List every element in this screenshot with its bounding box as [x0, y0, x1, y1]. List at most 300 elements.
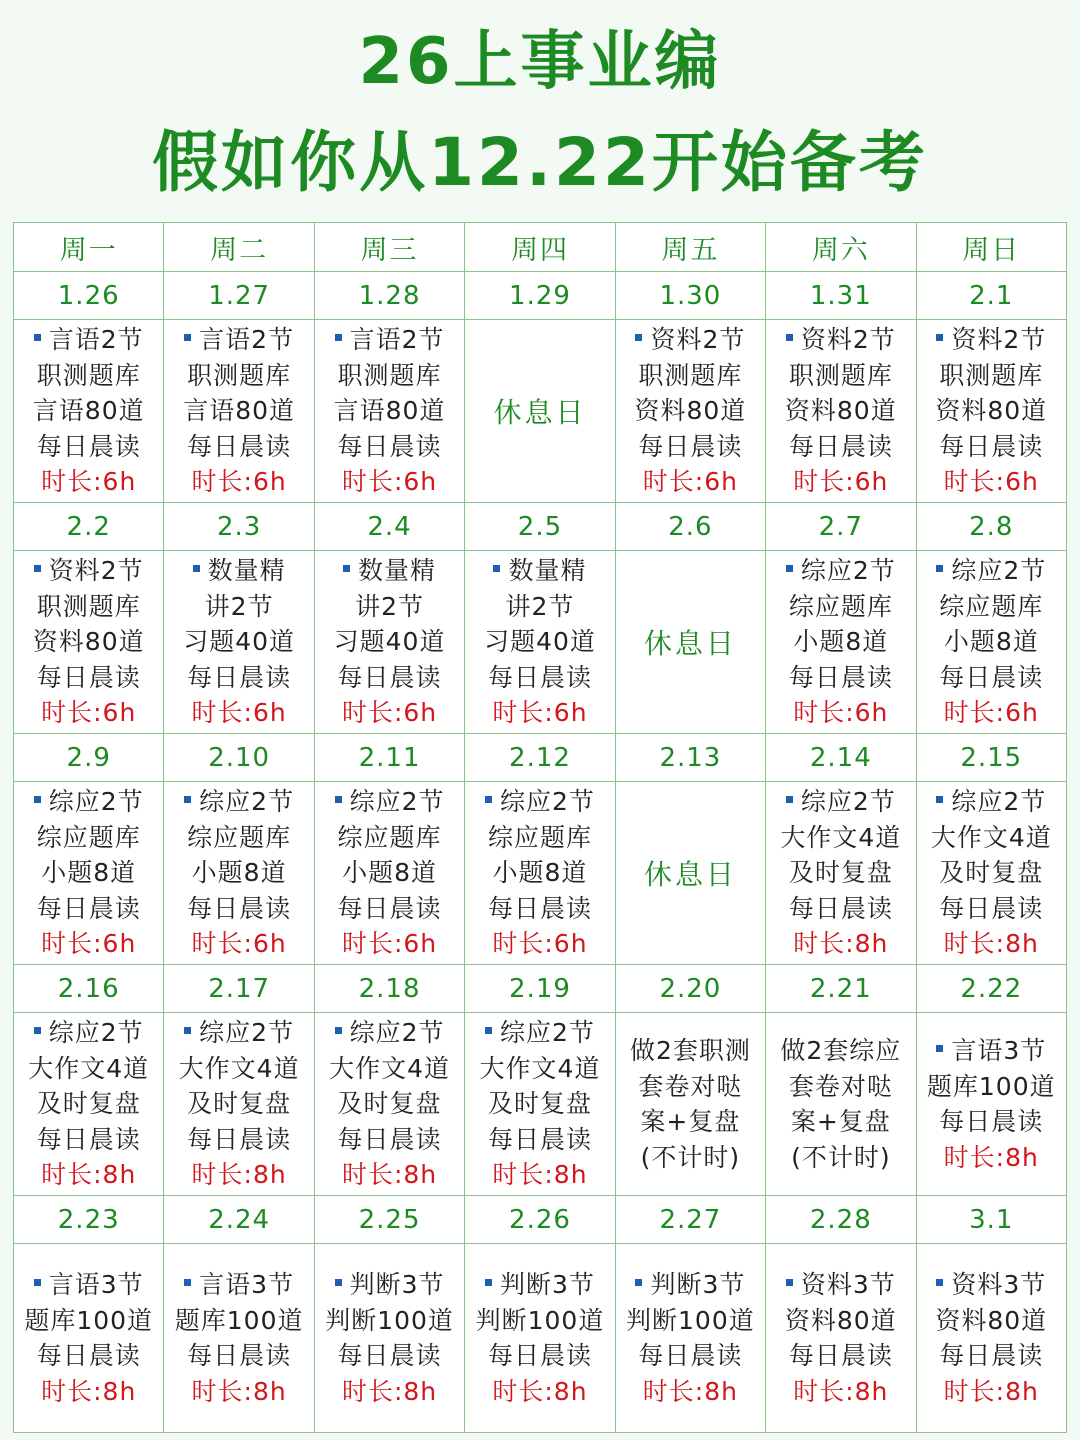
task-title-text: 综应2节 — [800, 787, 896, 817]
task-title — [14, 1267, 163, 1303]
duration-label: 时长:8h — [943, 929, 1039, 959]
task-title-text: 言语3节 — [199, 1270, 295, 1299]
task-title-text: 言语3节 — [951, 1036, 1047, 1065]
task-line: 职测题库 — [337, 360, 442, 390]
bullet-icon — [184, 1027, 191, 1034]
task-title — [917, 322, 1066, 358]
task-title-text: 判断3节 — [650, 1270, 746, 1299]
task-line: 讲2节 — [355, 591, 424, 621]
task-title — [14, 1015, 163, 1051]
task-line: 资料80道 — [784, 1305, 897, 1335]
date-cell: 2.14 — [766, 734, 916, 782]
date-cell: 2.26 — [465, 1196, 615, 1244]
task-title-text: 综应2节 — [951, 787, 1047, 817]
task-title-text: 综应2节 — [48, 1018, 144, 1048]
day-plan-cell — [615, 1013, 765, 1196]
task-line: 每日晨读 — [337, 1341, 442, 1370]
bullet-icon — [786, 334, 793, 341]
duration-label: 时长:6h — [793, 698, 889, 728]
task-line: 套卷对哒 — [638, 1071, 743, 1101]
duration-label: 时长:6h — [41, 929, 137, 959]
date-cell: 2.28 — [766, 1196, 916, 1244]
task-title-text: 言语2节 — [349, 325, 445, 355]
task-line: 每日晨读 — [939, 893, 1044, 923]
bullet-icon — [335, 1279, 342, 1286]
day-plan-cell — [615, 1244, 765, 1433]
day-plan-cell — [615, 782, 765, 965]
date-cell: 2.22 — [916, 965, 1066, 1013]
bullet-icon — [343, 565, 350, 572]
duration-label: 时长:6h — [41, 467, 137, 497]
date-cell: 2.5 — [465, 503, 615, 551]
bullet-icon — [485, 1279, 492, 1286]
date-cell: 2.23 — [14, 1196, 164, 1244]
day-plan-cell — [465, 1013, 615, 1196]
task-title — [465, 1267, 614, 1303]
date-cell: 2.16 — [14, 965, 164, 1013]
task-line: 小题8道 — [492, 858, 588, 888]
task-title — [766, 784, 915, 820]
task-line: 及时复盘 — [36, 1089, 141, 1119]
duration-label: 时长:8h — [943, 1376, 1039, 1406]
task-title — [164, 1015, 313, 1051]
task-line: 每日晨读 — [36, 1341, 141, 1370]
task-line: 习题40道 — [333, 627, 446, 657]
date-cell: 2.1 — [916, 272, 1066, 320]
date-cell: 2.21 — [766, 965, 916, 1013]
rest-day-label: 休息日 — [643, 858, 737, 891]
task-line: 综应题库 — [337, 822, 442, 852]
task-title-text: 综应2节 — [349, 787, 445, 817]
task-line: 每日晨读 — [939, 1107, 1044, 1136]
duration-label: 时长:8h — [642, 1376, 738, 1406]
day-plan-cell — [766, 1013, 916, 1196]
task-line: 职测题库 — [36, 591, 141, 621]
task-line: 习题40道 — [484, 627, 596, 657]
task-title — [14, 784, 163, 820]
bullet-icon — [936, 334, 943, 341]
task-title-text: 判断3节 — [349, 1270, 445, 1299]
task-title — [164, 1267, 313, 1303]
day-plan-cell — [916, 1244, 1066, 1433]
task-title-text: 综应2节 — [500, 1018, 595, 1048]
task-title — [164, 322, 313, 358]
task-title — [917, 1267, 1066, 1303]
duration-label: 时长:6h — [191, 929, 287, 959]
date-cell: 2.17 — [164, 965, 314, 1013]
duration-label: 时长:6h — [191, 698, 287, 728]
date-cell: 2.12 — [465, 734, 615, 782]
bullet-icon — [34, 1027, 41, 1034]
task-line: 言语80道 — [32, 396, 145, 426]
duration-label: 时长:6h — [492, 698, 588, 728]
task-line: 每日晨读 — [187, 431, 292, 461]
date-cell: 2.7 — [766, 503, 916, 551]
duration-label: 时长:6h — [341, 698, 438, 728]
duration-label: 时长:6h — [191, 467, 287, 497]
weekday-header: 周六 — [766, 223, 916, 272]
task-line: 题库100道 — [926, 1071, 1056, 1101]
bullet-icon — [635, 334, 642, 341]
task-title — [616, 1267, 765, 1303]
task-line: 职测题库 — [187, 360, 292, 390]
bullet-icon — [936, 796, 943, 803]
task-title — [164, 784, 313, 820]
task-line: 每日晨读 — [337, 893, 442, 923]
date-cell: 2.2 — [14, 503, 164, 551]
task-line: 每日晨读 — [487, 1124, 592, 1154]
task-line: 及时复盘 — [939, 858, 1044, 888]
bullet-icon — [493, 565, 500, 572]
task-line: 综应题库 — [187, 822, 292, 852]
date-cell: 2.3 — [164, 503, 314, 551]
task-line: 职测题库 — [36, 360, 141, 390]
day-plan-cell — [916, 551, 1066, 734]
task-line: 小题8道 — [342, 858, 437, 888]
task-title — [917, 784, 1066, 820]
bullet-icon — [193, 565, 200, 572]
day-plan-cell — [766, 320, 916, 503]
date-row — [14, 272, 1067, 320]
duration-label: 时长:6h — [943, 467, 1039, 497]
duration-label: 时长:6h — [642, 467, 738, 497]
task-title — [315, 322, 464, 358]
date-row — [14, 1196, 1067, 1244]
task-line: 每日晨读 — [939, 1341, 1044, 1370]
task-line: 每日晨读 — [939, 431, 1044, 461]
date-cell: 2.13 — [615, 734, 765, 782]
task-line: 大作文4道 — [479, 1053, 601, 1083]
date-cell: 1.31 — [766, 272, 916, 320]
bullet-icon — [786, 1279, 793, 1286]
duration-label: 时长:6h — [793, 467, 889, 497]
day-plan-cell — [916, 782, 1066, 965]
task-line: 综应题库 — [487, 822, 592, 852]
task-line: 每日晨读 — [36, 893, 141, 923]
rest-day-label: 休息日 — [643, 627, 737, 660]
task-line: 及时复盘 — [487, 1089, 592, 1119]
day-plan-cell — [766, 1244, 916, 1433]
date-cell: 2.27 — [615, 1196, 765, 1244]
schedule-table — [13, 222, 1067, 1433]
bullet-icon — [34, 1279, 41, 1286]
task-line: 题库100道 — [174, 1305, 304, 1335]
task-line: 职测题库 — [939, 360, 1044, 390]
task-line: 每日晨读 — [638, 1341, 743, 1370]
task-line: 小题8道 — [793, 627, 889, 657]
task-line: 每日晨读 — [36, 662, 141, 692]
day-plan-cell — [14, 1244, 164, 1433]
task-title — [315, 553, 464, 589]
task-line: 判断100道 — [475, 1305, 605, 1335]
duration-label: 时长:8h — [793, 929, 889, 959]
date-cell: 2.6 — [615, 503, 765, 551]
date-cell: 2.19 — [465, 965, 615, 1013]
date-cell: 1.27 — [164, 272, 314, 320]
duration-label: 时长:6h — [341, 467, 438, 497]
date-cell: 2.15 — [916, 734, 1066, 782]
task-title-text: 综应2节 — [48, 787, 144, 817]
task-line: 每日晨读 — [788, 1341, 893, 1370]
bullet-icon — [184, 796, 191, 803]
weekday-header: 周五 — [615, 223, 765, 272]
date-cell: 1.30 — [615, 272, 765, 320]
date-cell: 1.29 — [465, 272, 615, 320]
task-line: 判断100道 — [626, 1305, 755, 1335]
task-row — [14, 1244, 1067, 1433]
task-line: 资料80道 — [935, 1305, 1048, 1335]
task-line: 小题8道 — [191, 858, 287, 888]
task-row — [14, 551, 1067, 734]
task-line: 每日晨读 — [36, 1124, 141, 1154]
duration-label: 时长:6h — [492, 929, 588, 959]
task-title — [917, 1033, 1066, 1069]
task-line: 综应题库 — [788, 591, 893, 621]
task-title — [465, 784, 614, 820]
bullet-icon — [485, 1027, 492, 1034]
day-plan-cell — [465, 1244, 615, 1433]
task-title — [14, 322, 163, 358]
duration-label: 时长:8h — [191, 1160, 287, 1190]
task-title — [315, 1015, 464, 1051]
day-plan-cell — [916, 320, 1066, 503]
task-title-text: 综应2节 — [951, 556, 1047, 586]
task-title — [315, 1267, 464, 1303]
task-title-text: 言语3节 — [48, 1270, 144, 1299]
task-line: 大作文4道 — [930, 822, 1052, 852]
task-line: 及时复盘 — [788, 858, 893, 888]
task-line: 讲2节 — [204, 591, 274, 621]
task-line: 每日晨读 — [36, 431, 141, 461]
duration-label: 时长:6h — [41, 698, 137, 728]
bullet-icon — [936, 565, 943, 572]
task-line: 每日晨读 — [788, 893, 893, 923]
task-title-text: 言语2节 — [199, 325, 295, 355]
date-cell: 2.24 — [164, 1196, 314, 1244]
date-cell: 2.20 — [615, 965, 765, 1013]
task-line: 每日晨读 — [337, 1124, 442, 1154]
task-line: 每日晨读 — [638, 431, 743, 461]
weekday-header-row — [14, 223, 1067, 272]
date-cell: 2.25 — [314, 1196, 464, 1244]
day-plan-cell — [164, 320, 314, 503]
task-line: 言语80道 — [333, 396, 446, 426]
task-row — [14, 320, 1067, 503]
task-line: 每日晨读 — [487, 1341, 592, 1370]
task-title — [164, 553, 313, 589]
task-title-text: 资料2节 — [48, 556, 144, 586]
day-plan-cell — [766, 782, 916, 965]
date-cell: 2.18 — [314, 965, 464, 1013]
task-line: 每日晨读 — [337, 662, 442, 692]
day-plan-cell — [314, 782, 464, 965]
duration-label: 时长:8h — [41, 1376, 137, 1406]
task-title — [465, 1015, 614, 1051]
weekday-header: 周四 — [465, 223, 615, 272]
task-line: 每日晨读 — [788, 662, 893, 692]
day-plan-cell — [164, 1244, 314, 1433]
task-title-text: 数量精 — [358, 556, 437, 586]
bullet-icon — [335, 1027, 342, 1034]
task-line: 案+复盘 — [790, 1107, 891, 1136]
date-cell: 1.28 — [314, 272, 464, 320]
task-line: 判断100道 — [325, 1305, 454, 1335]
day-plan-cell — [465, 551, 615, 734]
task-title-text: 资料2节 — [650, 325, 746, 355]
rest-day-label: 休息日 — [493, 396, 587, 429]
task-title-text: 综应2节 — [199, 787, 295, 817]
day-plan-cell — [14, 1013, 164, 1196]
task-title — [917, 553, 1066, 589]
weekday-header: 周日 — [916, 223, 1066, 272]
task-title — [14, 553, 163, 589]
task-title — [766, 553, 915, 589]
task-line: 言语80道 — [183, 396, 296, 426]
task-line: 每日晨读 — [187, 893, 292, 923]
bullet-icon — [335, 334, 342, 341]
day-plan-cell — [14, 551, 164, 734]
duration-label: 时长:8h — [793, 1376, 889, 1406]
task-line: 及时复盘 — [337, 1089, 442, 1119]
day-plan-cell — [314, 1013, 464, 1196]
task-line: 讲2节 — [505, 591, 575, 621]
task-line: 资料80道 — [935, 396, 1048, 426]
task-title-text: 言语2节 — [48, 325, 144, 355]
task-title-text: 综应2节 — [500, 787, 595, 817]
task-line: 每日晨读 — [939, 662, 1044, 692]
bullet-icon — [786, 565, 793, 572]
task-line: 综应题库 — [939, 591, 1044, 621]
task-row — [14, 1013, 1067, 1196]
day-plan-cell — [14, 320, 164, 503]
task-title — [315, 784, 464, 820]
date-row — [14, 965, 1067, 1013]
weekday-header: 周三 — [314, 223, 464, 272]
task-line: 资料80道 — [32, 627, 145, 657]
bullet-icon — [184, 334, 191, 341]
day-plan-cell — [14, 782, 164, 965]
day-plan-cell — [314, 551, 464, 734]
task-title-text: 资料2节 — [800, 325, 896, 355]
task-title-text: 资料3节 — [951, 1270, 1047, 1299]
task-line: 套卷对哒 — [788, 1071, 893, 1101]
day-plan-cell — [314, 320, 464, 503]
duration-label: 时长:8h — [492, 1160, 588, 1190]
date-row — [14, 734, 1067, 782]
task-title — [465, 553, 614, 589]
task-line: 资料80道 — [784, 396, 897, 426]
bullet-icon — [485, 796, 492, 803]
task-line: 每日晨读 — [187, 662, 292, 692]
bullet-icon — [635, 1279, 642, 1286]
duration-label: 时长:8h — [41, 1160, 137, 1190]
task-line: 大作文4道 — [329, 1053, 450, 1083]
day-plan-cell — [916, 1013, 1066, 1196]
task-line: 每日晨读 — [487, 893, 592, 923]
task-line: 每日晨读 — [487, 662, 592, 692]
task-title — [616, 322, 765, 358]
bullet-icon — [34, 565, 41, 572]
task-line: 每日晨读 — [187, 1341, 292, 1370]
duration-label: 时长:8h — [341, 1160, 438, 1190]
bullet-icon — [936, 1279, 943, 1286]
task-line: 大作文4道 — [178, 1053, 300, 1083]
task-line: 做2套职测 — [629, 1036, 751, 1065]
day-plan-cell — [164, 1013, 314, 1196]
task-line: 习题40道 — [183, 627, 296, 657]
task-line: 每日晨读 — [187, 1124, 292, 1154]
task-line: 小题8道 — [41, 858, 137, 888]
date-cell: 2.4 — [314, 503, 464, 551]
duration-label: 时长:6h — [943, 698, 1039, 728]
task-title — [766, 322, 915, 358]
date-cell: 3.1 — [916, 1196, 1066, 1244]
task-title-text: 数量精 — [508, 556, 587, 586]
date-cell: 2.10 — [164, 734, 314, 782]
task-title-text: 综应2节 — [349, 1018, 445, 1048]
task-title-text: 资料3节 — [800, 1270, 896, 1299]
task-line: 资料80道 — [634, 396, 747, 426]
page-subtitle: 假如你从12.22开始备考 — [152, 124, 928, 201]
date-row — [14, 503, 1067, 551]
day-plan-cell — [314, 1244, 464, 1433]
date-cell: 2.11 — [314, 734, 464, 782]
weekday-header: 周二 — [164, 223, 314, 272]
task-line: 大作文4道 — [28, 1053, 150, 1083]
day-plan-cell — [615, 551, 765, 734]
schedule-calendar — [13, 222, 1067, 1433]
duration-label: 时长:8h — [492, 1376, 588, 1406]
date-cell: 2.8 — [916, 503, 1066, 551]
bullet-icon — [335, 796, 342, 803]
weekday-header: 周一 — [14, 223, 164, 272]
task-title-text: 综应2节 — [800, 556, 896, 586]
task-line: (不计时) — [791, 1142, 891, 1172]
task-line: 职测题库 — [638, 360, 743, 390]
duration-label: 时长:8h — [341, 1376, 438, 1406]
bullet-icon — [786, 796, 793, 803]
task-line: 小题8道 — [943, 627, 1039, 657]
task-line: 题库100道 — [24, 1305, 154, 1335]
task-line: 及时复盘 — [187, 1089, 292, 1119]
day-plan-cell — [465, 320, 615, 503]
task-title — [766, 1267, 915, 1303]
page-title: 26上事业编 — [358, 25, 722, 99]
task-line: 每日晨读 — [788, 431, 893, 461]
task-title-text: 综应2节 — [199, 1018, 295, 1048]
task-title-text: 数量精 — [207, 556, 286, 586]
bullet-icon — [184, 1279, 191, 1286]
duration-label: 时长:8h — [191, 1376, 287, 1406]
task-line: (不计时) — [640, 1142, 741, 1172]
task-line: 案+复盘 — [640, 1107, 741, 1136]
task-line: 大作文4道 — [780, 822, 902, 852]
day-plan-cell — [465, 782, 615, 965]
bullet-icon — [34, 334, 41, 341]
task-title-text: 资料2节 — [951, 325, 1047, 355]
task-line: 每日晨读 — [337, 431, 442, 461]
task-title-text: 判断3节 — [500, 1270, 595, 1299]
bullet-icon — [34, 796, 41, 803]
task-line: 职测题库 — [788, 360, 893, 390]
day-plan-cell — [164, 551, 314, 734]
task-row — [14, 782, 1067, 965]
task-line: 做2套综应 — [780, 1036, 902, 1065]
bullet-icon — [936, 1045, 943, 1052]
duration-label: 时长:6h — [341, 929, 438, 959]
date-cell: 2.9 — [14, 734, 164, 782]
task-line: 综应题库 — [36, 822, 141, 852]
